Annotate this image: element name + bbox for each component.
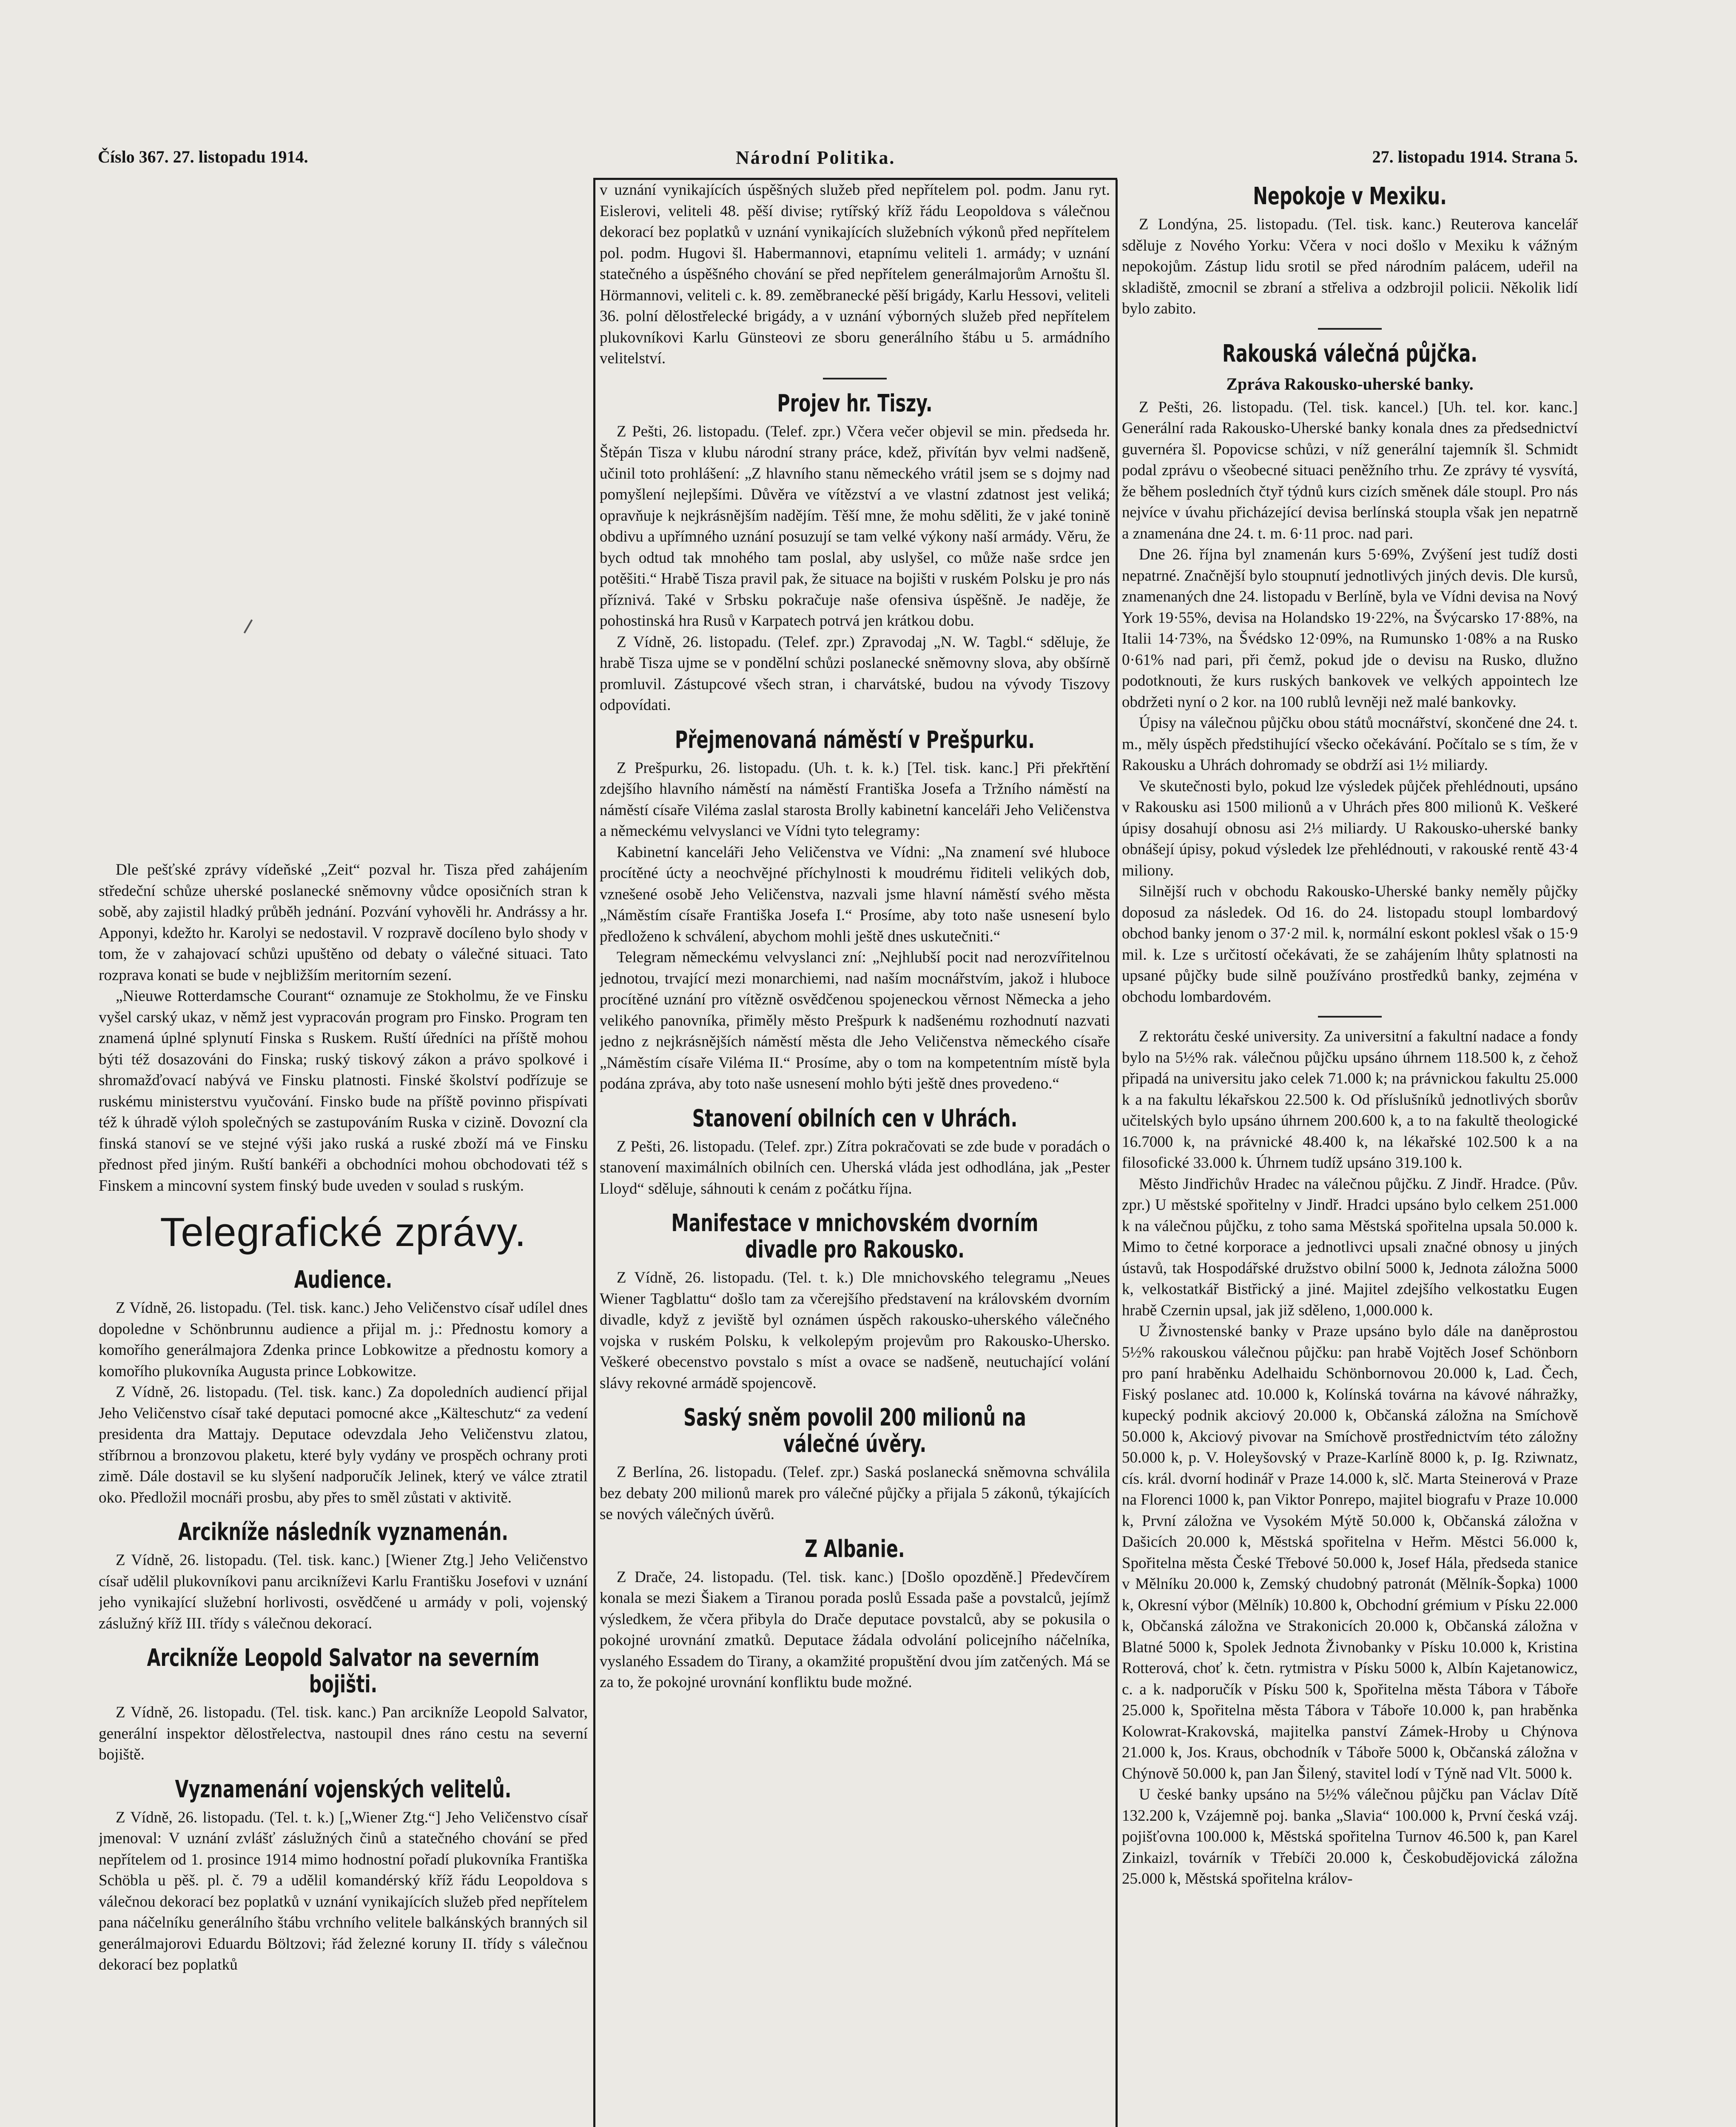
article-audience-1: Z Vídně, 26. listopadu. (Tel. tisk. kanc.) Jeho Veličenstvo císař udílel dnes dopoledne v Schönbrunnu audience a přijal m. j.: Přednostu komory a komořího generálmajora Zdenka prince Lobkowitze a přednostu komory a komořího plukovníka Augusta prince Lobkowitze. [99,1299,588,1380]
blank-area [98,181,591,861]
article-albanie: Z Drače, 24. listopadu. (Tel. tisk. kanc.) [Došlo opozděně.] Předevčírem konala se mezi Šiakem a Tiranou porada poslů Essada paše a povstalců, jejímž výsledkem, že včera přibyla do Drače deputace povstalců, aby se pokusila o pokojné urovnání zmatků. Deputace žádala odvolání policejního náčelníka, vyslaného Essadem do Tirany, a okamžité propuštění dvou jím zatčených. Má se za to, že pokojné urovnání konfliktu bude možné. [600,1568,1110,1691]
heading-albanie: Z Albanie. [805,1535,905,1563]
separator [1318,328,1382,330]
article-arciknize-naslednik: Z Vídně, 26. listopadu. (Tel. tisk. kanc.) [Wiener Ztg.] Jeho Veličenstvo císař udělil plukovníkovi panu arcikníževi Karlu Františku Josefovi v uznání jeho vynikající služební horlivosti, osvědčené u armády v poli, vojenský záslužný kříž III. třídy s válečnou dekorací. [99,1551,588,1632]
section-title-telegraficke: Telegrafické zprávy. [160,1209,526,1255]
separator [823,378,887,379]
heading-obilni-ceny: Stanovení obilních cen v Uhrách. [692,1104,1018,1132]
separator [1318,1016,1382,1018]
heading-mnichov: Manifestace v mnichovském dvorním divadle pro Rakousko. [671,1209,1039,1263]
article-zivnostenska-banka: U Živnostenské banky v Praze upsáno bylo dále na daněprostou 5½% rakouskou válečnou půjčku: pan hrabě Vojtěch Josef Schönborn pro paní hraběnku Adelhaidu Schönbornovou 20.000 k, Lad. Čech, Fiský poslanec atd. 10.000 k, Kolínská továrna na kávové náhražky, kupecký podnik akciový 20.000 k, Občanská záložna na Smíchově 50.000 k, Akciový pivovar na Smíchově prostřednictvím této záložny 50.000 k, p. V. Holeyšovský v Praze-Karlíně 8000 k, p. Ig. Rziwnatz, cís. král. dvorní hodinář v Praze 14.000 k, slč. Marta Steinerová v Praze na Florenci 1000 k, pan Viktor Ponrepo, majitel biografu v Praze 10.000 k, První záložna ve Vysokém Mýtě 50.000 k, Občanská záložna v Dašicích 20.000 k, Městská spořitelna v Heřm. Městci 56.000 k, Spořitelna města České Třebové 50.000 k, Josef Hála, předseda stanice v Mělníku 20.000 k, Zemský chudobný patronát (Mělník-Šopka) 1000 k, Okresní výbor (Mělník) 10.800 k, Obchodní grémium v Písku 22.000 k, Občanská záložna ve Strakonicích 20.000 k, Občanská záložna v Blatné 5000 k, Spolek Jednota Živnobanky v Písku 10.000 k, Kristina Rotterová, choť k. četn. rytmistra v Písku 5000 k, Albín Kajetanowicz, c. a k. nadporučík v Písku 500 k, Spořitelna města Tábora v Táboře 25.000 k, Spořitelna města Tábora v Táboře 10.000 k, pan hraběnka Kolowrat-Krakovská, majitelka panství Zámek-Hroby u Chýnova 21.000 k, Jos. Kraus, obchodník v Táboře 5000 k, Občanská záložna v Chýnově 50.000 k, pan Jan Šilený, stavitel lodí v Týně nad Vlt. 5000 k. [1122,1323,1578,1782]
article-zeit: Dle pešťské zprávy vídeňské „Zeit“ pozval hr. Tisza před zahájením středeční schůze uherské poslanecké sněmovny vůdce oposičních stran k sobě, aby zajistil hladký průběh jednání. Pozvání vyhověli hr. Andrássy a hr. Apponyi, kdežto hr. Karolyi se nedostavil. V rozpravě docíleno bylo shody v tom, že v zahajovací schůzi upuštěno od debaty o válečné situaci. Tato rozprava konati se bude v nejbližším meritorním sezení. [99,861,588,984]
article-presspurk-2: Kabinetní kanceláři Jeho Veličenstva ve Vídni: „Na znamení své hluboce procítěné úcty a neochvějné příchylnosti k moudrému řiditeli velikých dob, vznešené osobě Jeho Veličenstva, nazvali jsme hlavní náměstí svého města „Náměstím císaře Františka Josefa I.“ Prosíme, aby toto naše usnesení bylo předloženo k schválení, abychom mohli ještě dnes uskutečniti.“ [600,843,1110,945]
article-presspurk-1: Z Prešpurku, 26. listopadu. (Uh. t. k. k.) [Tel. tisk. kanc.] Při překřtění zdejšího hlavního náměstí na náměstí Františka Josefa a Tržního náměstí na náměstí císaře Viléma zaslal starosta Brolly kabinetní kanceláři Jeho Veličenstva a německému velvyslanci ve Vídni tyto telegramy: [600,759,1110,840]
article-rotterdam: „Nieuwe Rotterdamsche Courant“ oznamuje ze Stokholmu, že ve Finsku vyšel carský ukaz, v němž jest vypracován program pro Finsko. Program ten znamená úplné splynutí Finska s Ruskem. Ruští úředníci na příště mohou býti též dosazováni do Finska; ruský tiskový zákon a právo spolkové i shromažďovací nabývá ve Finsku platnosti. Finské školství podřízuje se ruskému ministerstvu vyučování. Finsko bude na příště povinno přispívati též k úhradě výloh společných se zastupováním Ruska v cizině. Dovozní cla finská stanoví se ve stejné výši jako ruská a ruské zboží má ve Finsku přednost před jiným. Ruští bankéři a obchodníci mohou obchodovati též s Finskem a mincovní system finský bude uveden v soulad s ruským. [99,987,588,1195]
article-tisza-1: Z Pešti, 26. listopadu. (Telef. zpr.) Včera večer objevil se min. předseda hr. Štěpán Tisza v klubu národní strany práce, kdež, přivítán byv velmi nadšeně, učinil toto prohlášení: „Z hlavního stanu německého vrátil jsem se s dojmy nad pomyšlení nejlepšími. Důvěra ve vítězství a ve vlastní zdatnost jest veliká; opravňuje k nejkrásnějším nadějím. Těší mne, že mohu sděliti, že v jaké tonině obdivu a upřímného uznání posuzují se tam velké výkony naší armády. Věru, že bych odtud tak mnohého tam poslal, aby uslyšel, co může naše srdce jen potěšiti.“ Hrabě Tisza pravil pak, že situace na bojišti v ruském Polsku je pro nás příznivá. Také v Srbsku pokračuje naše ofensiva úspěšně. Je naděje, že pohostinská hra Rusů v Karpatech potrvá jen krátkou dobu. [600,422,1110,630]
article-velitelu-continued: v uznání vynikajících úspěšných služeb před nepřítelem pol. podm. Janu ryt. Eislerovi, veliteli 48. pěší divise; rytířský kříž řádu Leopoldova s válečnou dekorací bez poplatků v uznání vynikajících služebních výkonů před nepřítelem pol. podm. Hugovi šl. Habermannovi, etapnímu veliteli 1. armády; v uznání statečného a úspěšného chování se před nepřítelem generálmajorům Arnoštu šl. Hörmannovi, veliteli c. k. 89. zeměbranecké pěší brigády, Karlu Hessovi, veliteli 36. polní dělostřelecké brigády, a v uznání výborných služeb před nepřítelem plukovníkovi Karlu Günsteovi ze sboru generálního štábu u 5. armádního velitelství. [600,181,1110,367]
newspaper-title: Národní Politika. [736,147,896,168]
article-presspurk-3: Telegram německému velvyslanci zní: „Nejhlubší pocit nad nerozvířitelnou jednotou, trvající mezi monarchiemi, nad naším mocnářstvím, jakož i hluboce procítěné uznání pro vítězně osvědčenou spojeneckou věrnost Německa a jeho velikého panovníka, přiměly město Prešpurk k nadšenému rozhodnutí nazvati jedno z nejkrásnějších náměstí města dle Jeho Veličenstva německého císaře „Náměstím císaře Viléma II.“ Prosíme, aby o tom na kompetentním místě byla podána zpráva, aby toto naše usnesení mohlo býti ještě dnes provedeno.“ [600,949,1110,1092]
article-mnichov: Z Vídně, 26. listopadu. (Tel. t. k.) Dle mnichovského telegramu „Neues Wiener Tagblattu“ došlo tam za včerejšího představení na královském dvorním divadle, když z jeviště byl oznámen úspěch rakousko-uherského válečného vojska v ruském Polsku, k velkolepým projevům pro Rakousko-Uhersko. Veškeré obecenstvo povstalo s míst a ovace se nadšeně, neutuchající volání slávy rekovné armádě spojencově. [600,1269,1110,1392]
article-rektorat: Z rektorátu české university. Za universitní a fakultní nadace a fondy bylo na 5½% rak. válečnou půjčku upsáno úhrnem 118.500 k, z čehož připadá na universitu jako celek 71.000 k; na právnickou fakultu 25.000 k a na fakultu lékařskou 22.500 k. Od příslušníků jednotlivých sborův učitelských bylo upsáno úhrnem 200.600 k, a to na fakultě theologické 16.7000 k, na právnické 48.400 k, na lékařské 102.500 k a na filosofické 33.000 k. Úhrnem tudíž upsáno 319.100 k. [1122,1028,1578,1172]
article-sasky-snem: Z Berlína, 26. listopadu. (Telef. zpr.) Saská poslanecká sněmovna schválila bez debaty 200 milionů marek pro válečné půjčky a přijala 5 zákonů, týkajících se nových válečných úvěrů. [600,1463,1110,1523]
heading-vyznamenani-velitelu: Vyznamenání vojenských velitelů. [175,1775,512,1803]
heading-presspurk: Přejmenovaná náměstí v Prešpurku. [675,726,1035,754]
issue-number-date: Číslo 367. 27. listopadu 1914. [98,147,308,166]
page-date-number: 27. listopadu 1914. Strana 5. [1372,147,1578,166]
column-3 [1122,172,1578,2127]
heading-valecna-pujcka: Rakouská válečná půjčka. [1222,339,1477,368]
article-pujcka-3: Úpisy na válečnou půjčku obou států mocnářství, skončené dne 24. t. m., měly úspěch předstihující všecko očekávání. Počítalo se s tím, že v Rakousku a Uhrách dohromady se obdrží asi 1½ miliardy. [1122,714,1578,774]
heading-audience: Audience. [294,1266,393,1294]
article-pujcka-5: Silnější ruch v obchodu Rakousko-Uherské banky neměly půjčky doposud za následek. Od 16. do 24. listopadu stoupl lombardový obchod banky jenom o 37·2 mil. k, normální eskont poklesl však o 15·9 mil. k. Lze s určitostí očekávati, že se zahájením lhůty splatnosti na upsané půjčky bude silně používáno prostředků banky, zejména v obchodu lombardovém. [1122,883,1578,1006]
column-rule-left [593,180,595,2127]
article-tisza-2: Z Vídně, 26. listopadu. (Telef. zpr.) Zpravodaj „N. W. Tagbl.“ sděluje, že hrabě Tisza ujme se v pondělní schůzi poslanecké sněmovny slova, aby obšírně promluvil. Zástupcové všech stran, i charvátské, budou na vývody Tiszovy odpovídati. [600,633,1110,714]
article-vyznamenani-velitelu: Z Vídně, 26. listopadu. (Tel. t. k.) [„Wiener Ztg.“] Jeho Veličenstvo císař jmenoval: V uznání zvlášť záslužných činů a statečného chování se před nepřítelem od 1. prosince 1914 mimo hodnostní pořadí plukovníka Františka Schöbla u pěš. pl. č. 79 a udělil komandérský kříž řádu Leopoldova s válečnou dekorací bez poplatků v uznání vynikajících služeb před nepřítelem pana náčelníku generálního štábu vrchního velitele balkánských branných sil generálmajorovi Eduardu Böltzovi; řád železné koruny II. třídy s válečnou dekorací bez poplatků [99,1808,588,1973]
article-mexiko: Z Londýna, 25. listopadu. (Tel. tisk. kanc.) Reuterova kancelář sděluje z Nového Yorku: Včera v noci došlo v Mexiku k vážným nepokojům. Zástup lidu srotil se před národním palácem, udeřil na skladiště, zmocnil se zbraní a střeliva a odzbrojil policii. Několik lidí bylo zabito. [1122,216,1578,317]
heading-sasky-snem: Saský sněm povolil 200 milionů na válečné úvěry. [683,1404,1026,1458]
heading-arciknize-naslednik: Arcikníže následník vyznamenán. [178,1518,509,1546]
column-2 [600,180,1110,2127]
article-pujcka-2: Dne 26. října byl znamenán kurs 5·69%, Zvýšení jest tudíž dosti nepatrné. Značnější bylo stoupnutí jednotlivých jiných devis. Dle kursů, znamenaných dne 24. listopadu v Berlíně, byla ve Vídni devisa na Nový York 19·55%, devisa na Holandsko 19·22%, na Švýcarsko 17·88%, na Italii 14·73%, na Švédsko 12·09%, na Rumunsko 1·08% a na Rusko 0·61% nad pari, při čemž, pokud jde o devisu na Rusko, dlužno podotknouti, že kurs ruských bankovek ve velkých appointech lze obdržeti nyní o 2 kor. na 100 rublů levněji než malé bankovky. [1122,546,1578,711]
article-leopold-salvator: Z Vídně, 26. listopadu. (Tel. tisk. kanc.) Pan arcikníže Leopold Salvator, generální inspektor dělostřelectva, nastoupil dnes ráno cestu na severní bojiště. [99,1704,588,1763]
article-ceska-banka: U české banky upsáno na 5½% válečnou půjčku pan Václav Dítě 132.200 k, Vzájemně poj. banka „Slavia“ 100.000 k, První česká vzáj. pojišťovna 100.000 k, Městská spořitelna Turnov 46.500 k, pan Karel Zinkaizl, továrník v Třebíči 20.000 k, Českobudějovická záložna 25.000 k, Městská spořitelna králov- [1122,1786,1578,1887]
heading-mexiko: Nepokoje v Mexiku. [1253,182,1447,210]
heading-projev-tiszy: Projev hr. Tiszy. [777,389,933,417]
article-pujcka-1: Z Pešti, 26. listopadu. (Tel. tisk. kancel.) [Uh. tel. kor. kanc.] Generální rada Rakousko-Uherské banky konala dnes za předsednictví guvernéra šl. Popovicse schůzi, v níž generální tajemník šl. Schmidt podal zprávu o všeobecné situaci peněžního trhu. Ze zprávy té vysvítá, že během posledních čtyř týdnů kurs cizích směnek dále stoupl. Pro nás nejvíce v úvahu přicházející devisa berlínská stoupla však jen nepatrně a znamenána dne 24. t. m. 6·11 proc. nad pari. [1122,398,1578,542]
article-audience-2: Z Vídně, 26. listopadu. (Tel. tisk. kanc.) Za dopoledních audiencí přijal Jeho Veličenstvo císař také deputaci pomocné akce „Kälteschutz“ za vedení presidenta dra Mattajy. Deputace odevzdala Jeho Veličenstvu zlatou, stříbrnou a bronzovou plaketu, které byly vydány ve prospěch ochrany proti zimě. Dále dostavil se ku slyšení nadporučík Jelinek, který ve válce ztratil oko. Předložil mocnáři prosbu, aby přes to směl zůstati v aktivitě. [99,1383,588,1506]
column-rule-right [1116,180,1118,2127]
article-pujcka-4: Ve skutečnosti bylo, pokud lze výsledek půjček přehlédnouti, upsáno v Rakousku asi 1500 milionů a v Uhrách přes 800 milionů K. Veškeré úpisy dosahují obnosu asi 2⅓ miliardy. U Rakousko-uherské banky obnášejí úpisy, pokud výsledek lze přehlédnouti, v rakouské rentě 43·4 miliony. [1122,777,1578,879]
column-1 [99,859,588,2127]
article-obilni-ceny: Z Pešti, 26. listopadu. (Telef. zpr.) Zítra pokračovati se zde bude v poradách o stanovení maximálních obilních cen. Uherská vláda jest odhodlána, jak „Pester Lloyd“ sděluje, sáhnouti k cenám z počátku října. [600,1138,1110,1198]
article-jindrichuv-hradec: Město Jindřichův Hradec na válečnou půjčku. Z Jindř. Hradce. (Pův. zpr.) U městské spořitelny v Jindř. Hradci upsáno bylo celkem 251.000 k na válečnou půjčku, z toho sama Městská spořitelna upsala 50.000 k. Mimo to četné korporace a jednotlivci upsali značné obnosy u jiných ústavů, tak Hospodářské družstvo obilní 5000 k, Jednota záložna 5000 k, velkostatkář Bistřický a jiné. Majitel zdejšího velkostatku Eugen hrabě Czernin upsal, jak již sděleno, 1,000.000 k. [1122,1175,1578,1319]
subheading-rakousko-uherska-banka: Zpráva Rakousko-uherské banky. [1226,374,1474,393]
heading-leopold-salvator: Arcikníže Leopold Salvator na severním bojišti. [147,1644,540,1698]
